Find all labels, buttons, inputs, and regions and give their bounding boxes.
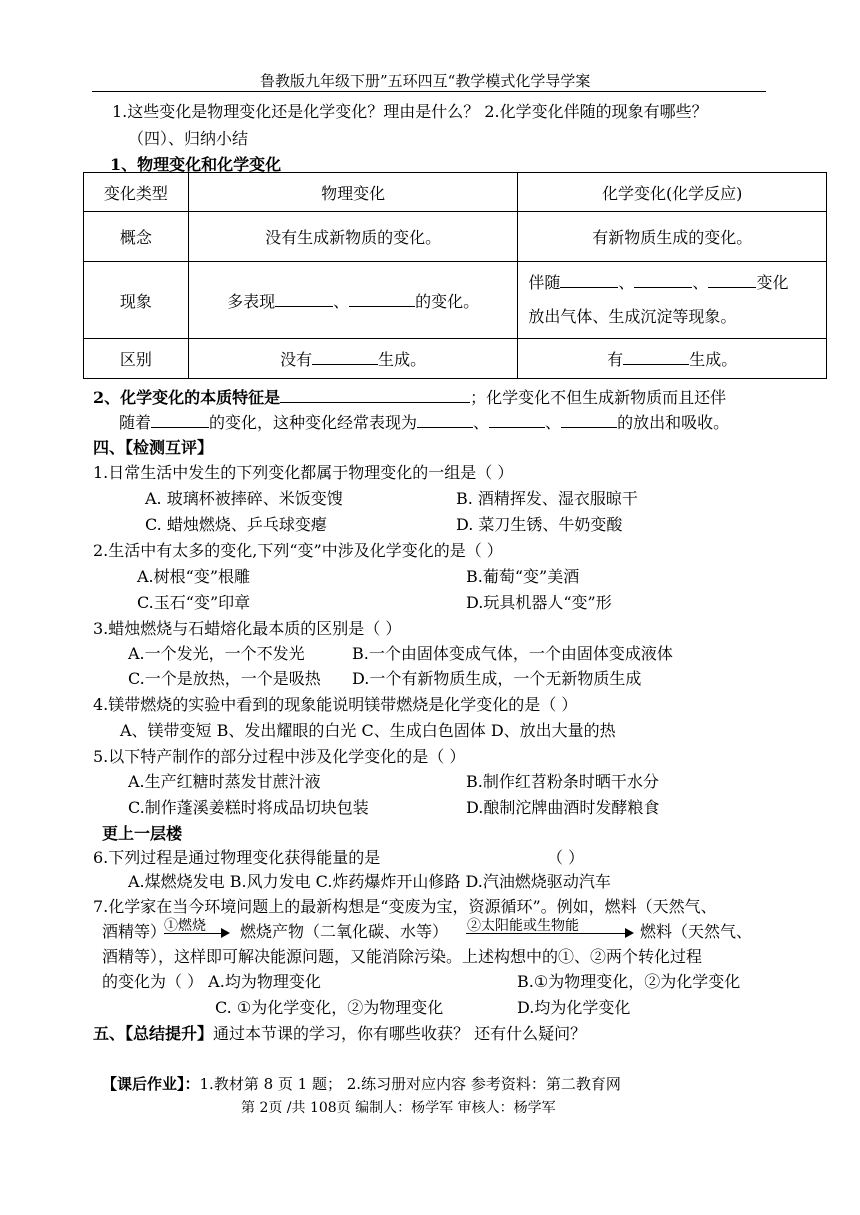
arrow2-line: [466, 933, 626, 934]
page-header-title: 鲁教版九年级下册”五环四互“教学模式化学导学案: [260, 72, 591, 90]
blank[interactable]: [489, 413, 545, 428]
homework-text: 1.教材第 8 页 1 题； 2.练习册对应内容 参考资料：第二教育网: [199, 1075, 621, 1093]
blank[interactable]: [151, 413, 209, 428]
q3-option-c: C.一个是放热，一个是吸热: [128, 669, 321, 688]
q1-option-b: B. 酒精挥发、湿衣服晾干: [456, 489, 638, 508]
text: 、: [473, 413, 490, 432]
q3-option-b: B.一个由固体变成气体，一个由固体变成液体: [352, 644, 673, 663]
blank[interactable]: [634, 273, 692, 288]
q1-option-c: C. 蜡烛燃烧、乒乓球变瘪: [145, 515, 327, 534]
table-row: [84, 339, 827, 379]
row-label: 现象: [84, 262, 189, 339]
q7-text-a: 酒精等）: [102, 922, 167, 941]
arrow2-label: ②太阳能或生物能: [467, 918, 579, 934]
text: ；化学变化不但生成新物质而且还伴: [470, 388, 727, 407]
text: 放出气体、生成沉淀等现象。: [528, 307, 737, 326]
text: 伴随: [528, 273, 561, 292]
q3-option-d: D.一个有新物质生成，一个无新物质生成: [352, 669, 642, 688]
advanced-heading: 更上一层楼: [102, 824, 183, 843]
text: 、: [618, 273, 635, 292]
chemical-distinction: [518, 339, 827, 379]
blank[interactable]: [708, 273, 756, 288]
question-3: 3.蜡烛燃烧与石蜡熔化最本质的区别是（ ）: [93, 619, 402, 638]
question-5: 5.以下特产制作的部分过程中涉及化学变化的是（ ）: [93, 747, 466, 766]
physical-concept: 没有生成新物质的变化。: [188, 212, 518, 262]
text: 生成。: [378, 350, 427, 369]
blank[interactable]: [560, 273, 618, 288]
q5-option-d: D.酿制沱牌曲酒时发酵粮食: [466, 798, 660, 817]
homework-label: 【课后作业】：: [102, 1075, 200, 1093]
blank[interactable]: [275, 292, 333, 307]
q2-option-c: C.玉石“变”印章: [137, 593, 251, 612]
arrow2-head-icon: [625, 928, 634, 938]
row-label: 区别: [84, 339, 189, 379]
q2-option-b: B.葡萄“变”美酒: [466, 567, 580, 586]
blank[interactable]: [349, 292, 415, 307]
summary-heading: （四）、归纳小结: [128, 129, 249, 148]
q7-option-a: 的变化为（ ） A.均为物理变化: [102, 972, 321, 991]
q7-text-c: 燃料（天然气、: [640, 922, 753, 941]
arrow1-label: ①燃烧: [164, 918, 206, 934]
q5-option-a: A.生产红糖时蒸发甘蔗汁液: [128, 772, 321, 791]
table-row: [84, 212, 827, 262]
q1-option-a: A. 玻璃杯被摔碎、米饭变馊: [145, 489, 343, 508]
summary-text: 通过本节课的学习，你有哪些收获？ 还有什么疑问？: [213, 1024, 587, 1043]
test-heading: 四、【检测互评】: [93, 438, 214, 457]
text: 随着: [119, 413, 152, 432]
essence-line2: [119, 410, 729, 433]
table-header-cell: 变化类型: [84, 173, 189, 212]
text: 变化: [756, 273, 789, 292]
question-7-line1: 7.化学家在当今环境问题上的最新构想是“变废为宝，资源循环”。例如，燃料（天然气、: [93, 897, 717, 916]
text: 有: [607, 350, 624, 369]
comparison-table: [83, 172, 827, 379]
question-1: 1.日常生活中发生的下列变化都属于物理变化的一组是（ ）: [93, 463, 514, 482]
text: 的变化。: [415, 291, 480, 311]
question-4: 4.镁带燃烧的实验中看到的现象能说明镁带燃烧是化学变化的是（ ）: [93, 695, 578, 714]
table-header-row: [84, 173, 827, 212]
text: 、: [545, 413, 562, 432]
text: 没有: [280, 350, 313, 369]
text: 、: [333, 291, 350, 311]
q5-option-b: B.制作红苕粉条时晒干水分: [466, 772, 659, 791]
homework-line: [102, 1073, 621, 1094]
text: 、: [692, 273, 709, 292]
q7-option-c: C. ①为化学变化，②为物理变化: [215, 998, 444, 1017]
q4-options: A、镁带变短 B、发出耀眼的白光 C、生成白色固体 D、放出大量的热: [120, 721, 616, 740]
question-7-line3: 酒精等），这样即可解决能源问题，又能消除污染。上述构想中的①、②两个转化过程: [102, 947, 703, 966]
essence-line1: [93, 385, 726, 408]
q7-text-b: 燃烧产物（二氧化碳、水等）: [240, 922, 449, 941]
q7-option-d: D.均为化学变化: [517, 998, 631, 1017]
arrow1-line: [164, 933, 222, 934]
table-header-cell: 化学变化(化学反应): [518, 173, 827, 212]
blank[interactable]: [417, 413, 473, 428]
question-6: 6.下列过程是通过物理变化获得能量的是: [93, 848, 381, 867]
blank[interactable]: [561, 413, 617, 428]
blank[interactable]: [280, 388, 470, 403]
section1-heading: 1、物理变化和化学变化: [110, 155, 282, 174]
review-questions: 1.这些变化是物理变化还是化学变化？理由是什么？ 2.化学变化伴随的现象有哪些？: [112, 102, 708, 121]
table-header-cell: 物理变化: [188, 173, 518, 212]
chemical-concept: 有新物质生成的变化。: [518, 212, 827, 262]
question-2: 2.生活中有太多的变化,下列“变”中涉及化学变化的是（ ）: [93, 541, 503, 560]
text: 的变化，这种变化经常表现为: [209, 413, 418, 432]
text: 多表现: [227, 291, 276, 311]
physical-phenomenon: [188, 262, 518, 339]
q7-option-b: B.①为物理变化，②为化学变化: [517, 972, 741, 991]
page-footer: 第 2页 /共 108页 编制人：杨学军 审核人：杨学军: [241, 1100, 556, 1116]
q1-option-d: D. 菜刀生锈、牛奶变酸: [456, 515, 623, 534]
text: 生成。: [689, 350, 738, 369]
blank[interactable]: [623, 350, 689, 365]
arrow1-head-icon: [221, 928, 230, 938]
chemical-phenomenon: [518, 262, 827, 339]
physical-distinction: [188, 339, 518, 379]
blank[interactable]: [312, 350, 378, 365]
q2-option-d: D.玩具机器人“变”形: [466, 593, 612, 612]
table-row: [84, 262, 827, 339]
q3-option-a: A.一个发光，一个不发光: [128, 644, 305, 663]
text: 的放出和吸收。: [617, 413, 730, 432]
q6-answer-paren: （ ）: [547, 848, 585, 867]
q2-option-a: A.树根“变”根雕: [137, 567, 251, 586]
row-label: 概念: [84, 212, 189, 262]
essence-heading: 2、化学变化的本质特征是: [93, 388, 281, 407]
q6-options: A.煤燃烧发电 B.风力发电 C.炸药爆炸开山修路 D.汽油燃烧驱动汽车: [128, 872, 611, 891]
q5-option-c: C.制作蓬溪姜糕时将成品切块包装: [128, 798, 369, 817]
header-rule: [92, 91, 766, 92]
summary-line: [93, 1021, 586, 1044]
summary-heading: 五、【总结提升】: [93, 1024, 214, 1043]
